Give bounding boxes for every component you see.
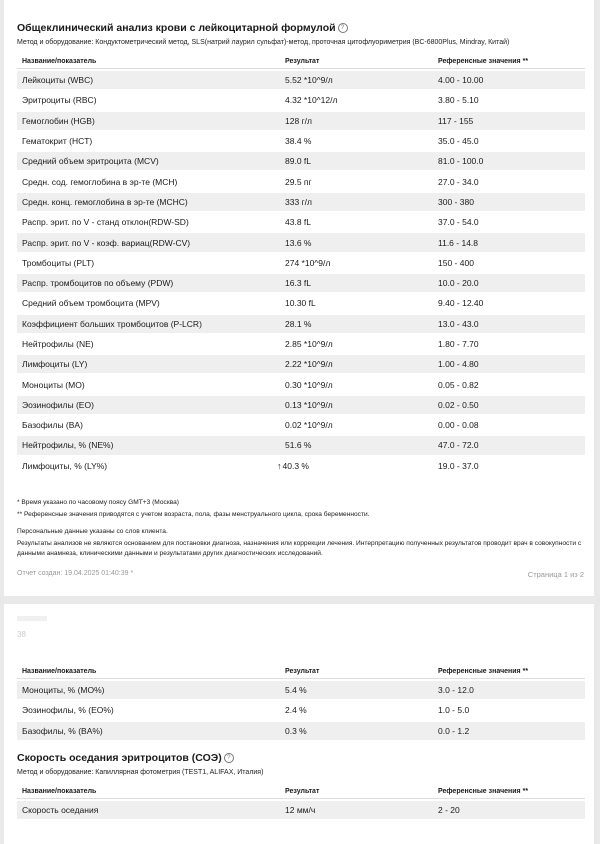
test-result [280,355,433,373]
report-page-2 [4,604,594,844]
test-name: Моноциты, % (MO%) [17,681,280,699]
table-row [17,396,585,414]
arrow-up-icon: ↑ [277,460,282,471]
test-result [280,416,433,434]
table-row [17,681,585,699]
table-row [17,335,585,353]
result-value: 38.4 % [285,136,312,147]
results-table-cbc [17,52,585,477]
test-result [280,722,433,740]
result-value: 333 г/л [285,196,312,207]
test-result [280,152,433,170]
test-reference: 117 - 155 [433,112,585,130]
table-row [17,294,585,312]
col-header-ref: Референсные значения ** [433,784,585,799]
test-reference: 1.0 - 5.0 [438,705,470,716]
table-row [17,132,585,150]
test-result [280,91,433,109]
test-name: Средний объем тромбоцита (MPV) [22,298,160,309]
test-reference: 1.80 - 7.70 [438,339,479,349]
test-result [280,335,433,353]
section-title-esr [17,752,234,764]
result-value: 0.02 *10^9/л [285,420,333,431]
test-result [280,294,433,312]
result-value: 40.3 % [282,460,309,471]
table-row [17,701,585,719]
test-name: Тромбоциты (PLT) [22,257,95,268]
test-name: Лимфоциты (LY) [17,355,280,373]
result-value: 12 мм/ч [285,805,316,816]
test-reference: 35.0 - 45.0 [438,136,479,147]
test-name: Эозинофилы (EO) [17,396,280,414]
table-row [17,193,585,211]
results-table-differential [17,662,585,742]
table-row [17,355,585,373]
result-value: 16.3 fL [285,278,311,289]
test-reference: 2 - 20 [433,801,585,819]
test-result [280,801,433,819]
test-reference: 37.0 - 54.0 [438,217,479,228]
test-result [280,233,433,251]
test-name: Лимфоциты, % (LY%) [22,460,108,471]
result-value: 28.1 % [285,318,312,329]
col-header-name: Название/показатель [17,664,280,679]
table-row [17,416,585,434]
table-row [17,436,585,454]
table-row [17,457,585,475]
test-result [280,701,433,719]
test-name: Моноциты (MO) [22,379,85,390]
table-row [17,213,585,231]
test-reference: 47.0 - 72.0 [433,436,585,454]
test-reference: 0.05 - 0.82 [438,379,479,390]
test-result [280,193,433,211]
footnote-reference: ** Референсные значения приводятся с учетом возраста, пола, фазы менструального цикла, срока беременности. [17,511,370,518]
test-name: Распр. тромбоцитов по объему (PDW) [17,274,280,292]
result-value: 51.6 % [285,440,312,451]
table-row [17,722,585,740]
test-reference: 300 - 380 [433,193,585,211]
table-row [17,112,585,130]
result-value: 128 г/л [285,115,312,126]
test-reference: 0.00 - 0.08 [438,420,479,431]
test-name: Коэффициент больших тромбоцитов (P-LCR) [17,315,280,333]
table-row [17,274,585,292]
test-result [280,254,433,272]
result-value: 4.32 *10^12/л [285,95,338,106]
note-disclaimer: Результаты анализов не являются основанием для постановки диагноза, назначения или коррекции лечения. Интерпретацию полученных результатов проводит врач в совокупности с данными анамнеза, клиническими данными и результатами других диагностических исследований. [17,540,582,557]
report-created-timestamp: Отчет создан: 19.04.2025 01:40:39 * [17,570,134,577]
result-value: 5.4 % [285,685,307,696]
test-result [280,274,433,292]
results-table-esr [17,782,585,821]
table-row [17,801,585,819]
col-header-name: Название/показатель [17,784,280,799]
test-name: Нейтрофилы, % (NE%) [17,436,280,454]
report-page-1 [4,0,594,596]
section-title-text: Скорость оседания эритроцитов (СОЭ) [17,752,222,764]
test-result [280,681,433,699]
test-name: Лейкоциты (WBC) [17,71,280,89]
test-reference: 3.80 - 5.10 [438,95,479,106]
table-row [17,91,585,109]
test-result [280,315,433,333]
table-row [17,375,585,393]
col-header-result: Результат [280,784,433,799]
info-icon[interactable]: ? [338,23,348,33]
test-name: Средний объем эритроцита (MCV) [17,152,280,170]
result-value: 2.85 *10^9/л [285,339,333,349]
test-result [280,213,433,231]
table-row [17,71,585,89]
table-row [17,315,585,333]
test-result [280,112,433,130]
test-result [280,436,433,454]
result-value: 89.0 fL [285,156,311,167]
test-name: Скорость оседания [17,801,280,819]
test-name: Средн. сод. гемоглобина в эр-те (MCH) [22,176,178,187]
section-title-cbc [17,22,348,34]
test-name: Средн. конц. гемоглобина в эр-те (MCHC) [17,193,280,211]
test-reference: 10.0 - 20.0 [433,274,585,292]
test-name: Распр. эрит. по V - станд отклон(RDW-SD) [22,217,189,228]
note-personal-data: Персональные данные указаны со слов клиента. [17,528,168,535]
test-result [277,457,433,475]
test-name: Эритроциты (RBC) [22,95,97,106]
test-reference: 27.0 - 34.0 [438,176,479,187]
test-result [280,71,433,89]
section-title-text: Общеклинический анализ крови с лейкоцитарной формулой [17,22,336,34]
test-reference: 19.0 - 37.0 [438,460,479,471]
test-name: Базофилы (BA) [22,420,83,431]
result-value: 0.30 *10^9/л [285,379,333,390]
col-header-result: Результат [280,664,433,679]
test-reference: 81.0 - 100.0 [433,152,585,170]
table-row [17,152,585,170]
test-reference: 4.00 - 10.00 [433,71,585,89]
col-header-name: Название/показатель [17,54,280,69]
test-name: Гематокрит (HCT) [22,136,93,147]
test-reference: 0.0 - 1.2 [433,722,585,740]
col-header-result: Результат [280,54,433,69]
test-name: Нейтрофилы (NE) [22,339,94,349]
footnote-timezone: * Время указано по часовому поясу GMT+3 (Москва) [17,499,179,506]
result-value: 29.5 пг [285,176,312,187]
blurred-number: 38 [17,630,26,639]
result-value: 5.52 *10^9/л [285,75,333,86]
test-name: Эозинофилы, % (EO%) [22,705,114,716]
test-name: Гемоглобин (HGB) [17,112,280,130]
table-row [17,233,585,251]
table-row [17,254,585,272]
test-result [280,375,433,393]
col-header-ref: Референсные значения ** [433,54,585,69]
result-value: 43.8 fL [285,217,311,228]
page-number: Страница 1 из 2 [527,570,584,579]
result-value: 0.3 % [285,725,307,736]
test-reference: 9.40 - 12.40 [438,298,484,309]
test-reference: 1.00 - 4.80 [433,355,585,373]
test-reference: 150 - 400 [438,257,474,268]
test-reference: 3.0 - 12.0 [433,681,585,699]
col-header-ref: Референсные значения ** [433,664,585,679]
test-result [280,172,433,190]
method-text: Метод и оборудование: Кондуктометрический метод, SLS(натрий лаурил сульфат)-метод, проточная цитофлуориметрия (BC-6800Plus, Mindray, Китай) [17,39,510,46]
test-result [280,132,433,150]
test-result [280,396,433,414]
table-row [17,172,585,190]
test-reference: 0.02 - 0.50 [433,396,585,414]
result-value: 10.30 fL [285,298,316,309]
result-value: 0.13 *10^9/л [285,399,333,410]
test-reference: 13.0 - 43.0 [433,315,585,333]
blurred-text [17,616,47,621]
result-value: 13.6 % [285,237,312,248]
info-icon[interactable]: ? [224,753,234,763]
method-text: Метод и оборудование: Капиллярная фотометрия (TEST1, ALIFAX, Италия) [17,769,264,776]
test-reference: 11.6 - 14.8 [433,233,585,251]
test-name: Распр. эрит. по V - коэф. вариац(RDW-CV) [17,233,280,251]
result-value: 274 *10^9/л [285,257,331,268]
result-value: 2.22 *10^9/л [285,359,333,370]
test-name: Базофилы, % (BA%) [17,722,280,740]
result-value: 2.4 % [285,705,307,716]
